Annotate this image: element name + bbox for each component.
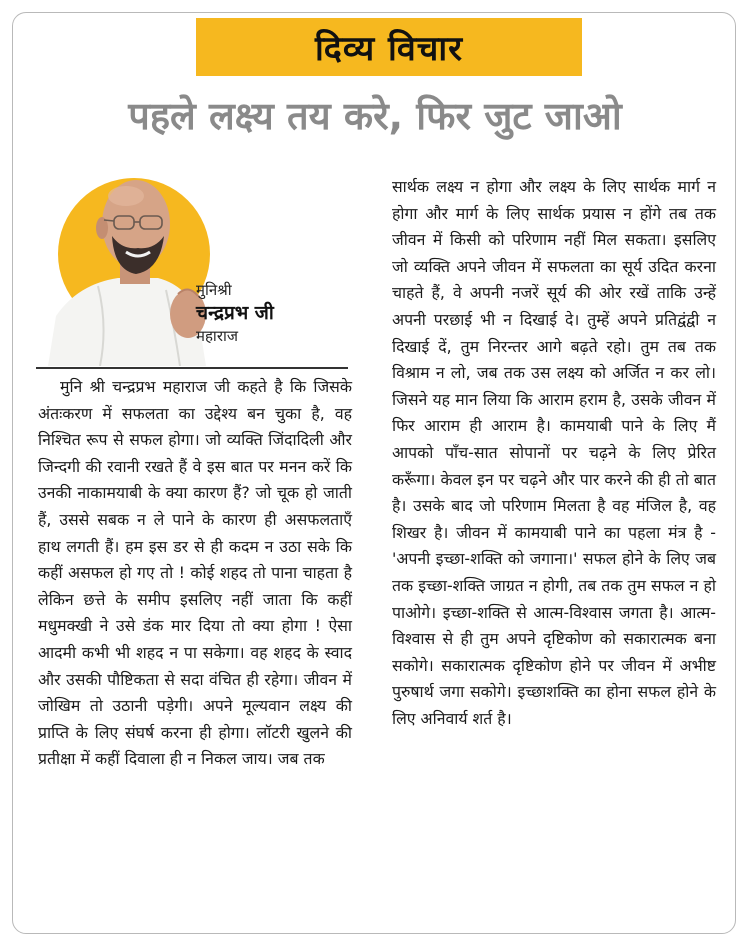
author-title: मुनिश्री xyxy=(196,281,232,299)
headline: पहले लक्ष्य तय करे, फिर जुट जाओ xyxy=(128,94,622,138)
author-name: चन्द्रप्रभ जी xyxy=(196,302,274,324)
author-credit xyxy=(196,280,346,346)
article-column-left xyxy=(38,374,352,773)
section-divider xyxy=(36,367,348,369)
article-text-right: सार्थक लक्ष्य न होगा और लक्ष्य के लिए सार्थक मार्ग न होगा और मार्ग के लिए सार्थक प्रयास न होंगे तब तक जीवन में किसी को परिणाम नहीं मिल सकता। इसलिए जो व्यक्ति अपने जीवन में सफलता का सूर्य उदित करना चाहते हैं, वे अपनी नजरें सूर्य की ओर रखें ताकि उन्हें अपनी परछाई भी न दिखाई दे। तुम्हें अपने प्रतिद्वंद्वी न दिखाई दें, तुम निरन्तर आगे बढ़ते रहो। तुम तब तक विश्राम न लो, जब तक उस लक्ष्य को अर्जित न कर लो। जिसने यह मान लिया कि आराम हराम है, उसके जीवन में फिर आराम ही आराम है। कामयाबी पाने के लिए मैं आपको पाँच-सात सोपानों पर चढ़ने के लिए प्रेरित करूँगा। केवल इन पर चढ़ने और पार करने की ही तो बात है। उसके बाद जो परिणाम मिलता है वह मंजिल है, वह शिखर है। जीवन में कामयाबी पाने का पहला मंत्र है - 'अपनी इच्छा-शक्ति को जगाना।' सफल होने के लिए जब तक इच्छा-शक्ति जाग्रत न होगी, तब तक तुम सफल न हो पाओगे। इच्छा-शक्ति से आत्म-विश्वास जगता है। आत्म-विश्वास से ही तुम अपने दृष्टिकोण को सकारात्मक बना सकोगे। सकारात्मक दृष्टिकोण होने पर जीवन में अभीष्ट पुरुषार्थ जगा सकोगे। इच्छाशक्ति का होना सफल होने के लिए अनिवार्य शर्त है। xyxy=(392,177,716,728)
section-banner xyxy=(196,18,582,76)
article-column-right xyxy=(392,174,716,732)
article-text-left: मुनि श्री चन्द्रप्रभ महाराज जी कहते है कि जिसके अंतःकरण में सफलता का उद्देश्य बन चुका है, वह निश्चित रूप से सफल होगा। जो व्यक्ति जिंदादिली और जिन्दगी की रवानी रखते हैं वे इस बात पर मनन करें कि उनकी नाकामयाबी के क्या कारण हैं? जो चूक हो जाती हैं, उससे सबक न ले पाने के कारण ही असफलताएँ हाथ लगती हैं। हम इस डर से ही कदम न उठा सके कि कहीं असफल हो गए तो ! कोई शहद तो पाना चाहता है लेकिन छत्ते के समीप इसलिए नहीं जाता कि कहीं मधुमक्खी ने उसे डंक मार दिया तो क्या होगा ! ऐसा आदमी कभी भी शहद न पा सकेगा। वह शहद के स्वाद और उसकी पौष्टिकता से सदा वंचित ही रहेगा। जीवन में जोखिम तो उठानी पड़ेगी। अपने मूल्यवान लक्ष्य की प्राप्ति के लिए संघर्ष करना ही होगा। लॉटरी खुलने की प्रतीक्षा में कहीं दिवाला ही न निकल जाय। जब तक xyxy=(38,377,352,769)
banner-title: दिव्य विचार xyxy=(314,29,464,69)
author-suffix: महाराज xyxy=(196,327,238,345)
